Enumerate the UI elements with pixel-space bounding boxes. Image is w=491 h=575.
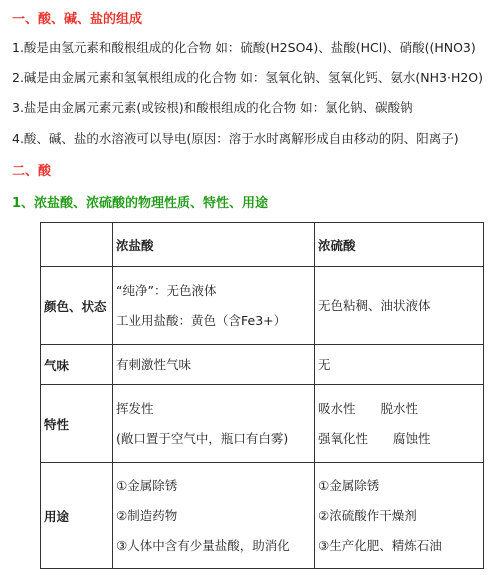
hcl-color-state-cell bbox=[113, 267, 315, 345]
hcl-characteristics-line: (敞口置于空气中，瓶口有白雾) bbox=[116, 430, 289, 446]
section-heading-composition: 一、酸、碱、盐的组成 bbox=[12, 12, 143, 27]
row-label-uses: 用途 bbox=[41, 463, 113, 569]
hcl-characteristics-line: 挥发性 bbox=[116, 400, 154, 416]
h2so4-uses-line: ①金属除锈 bbox=[318, 477, 380, 493]
column-header-hydrochloric-acid: 浓盐酸 bbox=[113, 223, 315, 267]
h2so4-characteristics-line: 强氧化性 腐蚀性 bbox=[318, 430, 431, 446]
h2so4-color-state-line: 无色粘稠、油状液体 bbox=[318, 297, 431, 313]
composition-item-base: 2.碱是由金属元素和氢氧根组成的化合物 如：氢氧化钠、氢氧化钙、氨水(NH3·H2O) bbox=[12, 70, 484, 85]
h2so4-odor-cell bbox=[315, 345, 484, 385]
composition-item-salt: 3.盐是由金属元素元素(或铵根)和酸根组成的化合物 如：氯化钠、碳酸钠 bbox=[12, 100, 413, 115]
hcl-uses-line: ②制造药物 bbox=[116, 507, 178, 523]
section-heading-acid: 二、酸 bbox=[12, 164, 52, 179]
table-row bbox=[41, 385, 484, 463]
table-header-row bbox=[41, 223, 484, 267]
table-row bbox=[41, 463, 484, 569]
hcl-uses-line: ①金属除锈 bbox=[116, 477, 178, 493]
hcl-characteristics-cell bbox=[113, 385, 315, 463]
h2so4-characteristics-cell bbox=[315, 385, 484, 463]
table-row bbox=[41, 345, 484, 385]
hcl-odor-line: 有刺激性气味 bbox=[116, 356, 192, 372]
h2so4-uses-line: ③生产化肥、精炼石油 bbox=[318, 537, 442, 553]
h2so4-characteristics-line: 吸水性 脱水性 bbox=[318, 400, 419, 416]
h2so4-uses-line: ②浓硫酸作干燥剂 bbox=[318, 507, 417, 523]
h2so4-uses-cell bbox=[315, 463, 484, 569]
h2so4-odor-line: 无 bbox=[318, 356, 331, 372]
h2so4-color-state-cell bbox=[315, 267, 484, 345]
composition-item-acid: 1.酸是由氢元素和酸根组成的化合物 如：硫酸(H2SO4)、盐酸(HCl)、硝酸((HNO3) bbox=[12, 40, 476, 55]
row-label-color-state: 颜色、状态 bbox=[41, 267, 113, 345]
acid-properties-table bbox=[40, 222, 484, 569]
subsection-heading-acid-properties: 1、浓盐酸、浓硫酸的物理性质、特性、用途 bbox=[12, 196, 269, 211]
table-corner-cell bbox=[41, 223, 113, 267]
composition-item-conductivity: 4.酸、碱、盐的水溶液可以导电(原因：溶于水时离解形成自由移动的阴、阳离子) bbox=[12, 131, 459, 146]
hcl-odor-cell bbox=[113, 345, 315, 385]
row-label-odor: 气味 bbox=[41, 345, 113, 385]
hcl-uses-line: ③人体中含有少量盐酸，助消化 bbox=[116, 537, 290, 553]
column-header-sulfuric-acid: 浓硫酸 bbox=[315, 223, 484, 267]
hcl-color-state-line: “纯净”：无色液体 bbox=[116, 282, 217, 298]
hcl-color-state-line: 工业用盐酸：黄色（含Fe3+） bbox=[116, 312, 287, 328]
row-label-characteristics: 特性 bbox=[41, 385, 113, 463]
table-row bbox=[41, 267, 484, 345]
hcl-uses-cell bbox=[113, 463, 315, 569]
